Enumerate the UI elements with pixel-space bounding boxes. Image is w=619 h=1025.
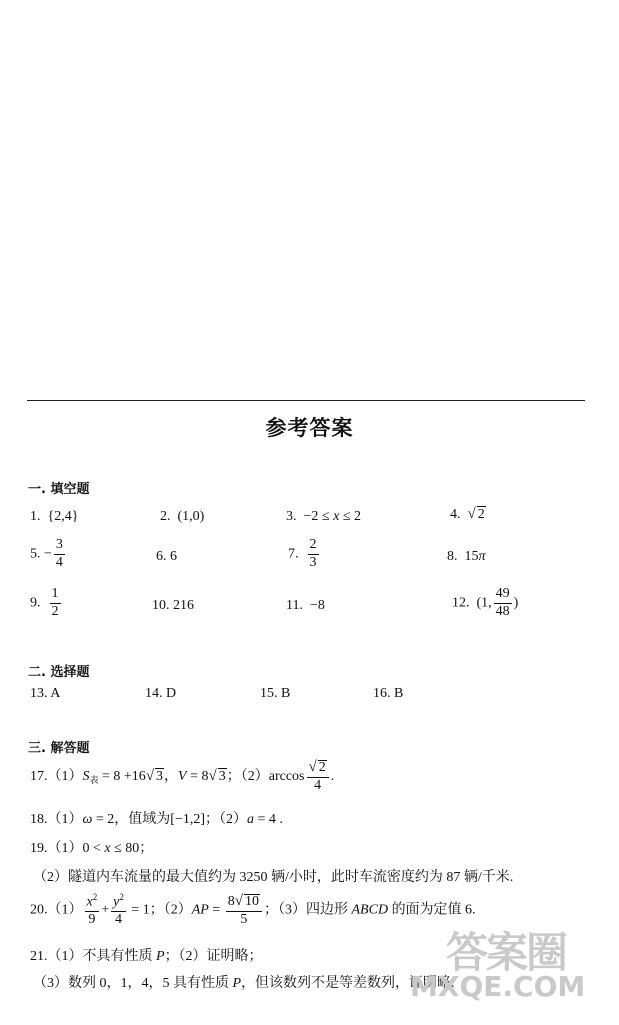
answer-10: 10. 216 — [152, 598, 194, 613]
answer-5: 5. − $\frac{3}{4}$ — [30, 537, 63, 570]
section-fill-heading: 一. 填空题 — [28, 482, 90, 497]
answer-12: 12. (1, $\frac{49}{48}$ ) — [452, 586, 519, 619]
answer-2: 2. (1,0) — [160, 509, 205, 524]
watermark-url: MXQE.COM — [410, 970, 586, 1003]
answer-21: 21.（1）不具有性质 P；（2）证明略； — [30, 949, 263, 964]
answer-17: $17.(1)S_表 = 8 +16√$ 3，V = 8√ 3；（2）arccos $\frac{√ 2}{4}$ . — [30, 759, 335, 793]
answer-9: 9. $\frac{1}{2}$ — [30, 586, 59, 619]
watermark — [410, 920, 615, 1020]
answer-1: 1. {2,4} — [30, 509, 79, 524]
section-choice-heading: 二. 选择题 — [28, 665, 90, 680]
answer-19: 19.（1）0 < x ≤ 80； — [30, 841, 154, 856]
answer-7: 7. $\frac{2}{3}$ — [288, 537, 317, 570]
answer-21-part3: （3）数列 0，1，4，5 具有性质 P，但该数列不是等差数列，证明略. — [33, 976, 455, 991]
answer-19-part2: （2）隧道内车流量的最大值约为 3250 辆/小时，此时车流密度约为 87 辆/千米. — [33, 870, 514, 885]
answer-20: 20.（1） $\frac{x^2}{9}$ + $\frac{y^2}{4}$ = 1；（2）AP = $\frac{8√ 10}{5}$ ；（3）四边形 ABCD 的面为定值 6. — [30, 892, 476, 928]
watermark-logo: 答案圈 — [446, 928, 567, 977]
answer-16: 16. B — [373, 686, 404, 701]
answer-6: 6. 6 — [156, 549, 177, 564]
answer-18: 18.（1）ω = 2，值域为[−1,2]；（2）a = 4 . — [30, 812, 283, 827]
answer-14: 14. D — [145, 686, 177, 701]
answer-11: 11. −8 — [286, 598, 325, 613]
answer-3: 3. −2 ≤ x ≤ 2 — [286, 509, 361, 524]
top-divider — [27, 400, 585, 401]
answer-15: 15. B — [260, 686, 291, 701]
page-title: 参考答案 — [265, 416, 354, 440]
section-solve-heading: 三. 解答题 — [28, 741, 90, 756]
answer-8: 8. 15π — [447, 549, 486, 564]
answer-4: 4. √ 2 — [450, 506, 485, 522]
answer-13: 13. A — [30, 686, 61, 701]
